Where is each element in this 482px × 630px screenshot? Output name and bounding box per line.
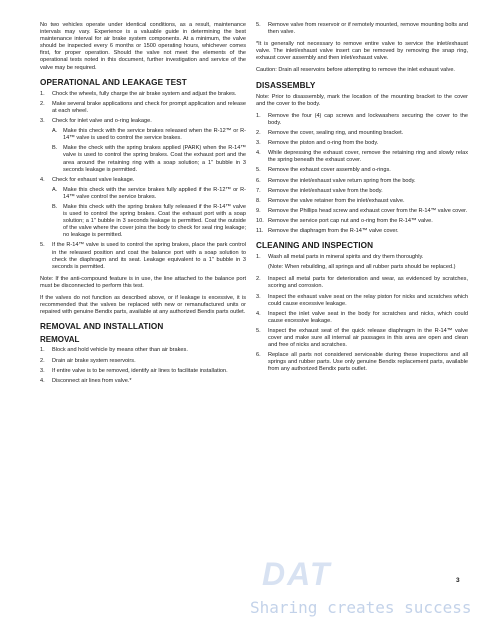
item-number: 5. [256, 327, 261, 334]
section-heading-cleaning-inspection: CLEANING AND INSPECTION [256, 241, 374, 251]
list-item [256, 113, 468, 127]
item-number: 5. [256, 167, 261, 174]
page-number: 3 [456, 577, 460, 584]
item-text: Remove the service port cap nut and o-ring from the R-14™ valve. [268, 217, 433, 224]
item-number: 10. [256, 217, 264, 224]
item-text: Remove the diaphragm from the R-14™ valve cover. [268, 227, 399, 234]
sub-item-letter: A. [52, 186, 58, 193]
item-number: 2. [256, 276, 261, 283]
item-number: 3. [40, 118, 45, 125]
list-item [256, 294, 468, 308]
list-item [256, 130, 468, 137]
item-text: Check for inlet valve and o-ring leakage. [52, 118, 152, 125]
item-text: Remove the exhaust cover assembly and o-rings. [268, 167, 391, 174]
list-item [256, 178, 468, 185]
sub-item-letter: B. [52, 203, 58, 210]
list-item [256, 167, 468, 174]
list-item [256, 276, 468, 290]
watermark-logo: DAT [262, 556, 332, 592]
item-text: Remove the four (4) cap screws and lockwashers securing the cover to the body. [268, 112, 468, 126]
list-item [256, 328, 468, 349]
item-text: Drain air brake system reservoirs. [52, 357, 136, 364]
disassembly-note: Note: Prior to disassembly, mark the location of the mounting bracket to the cover and the cover to the body. [256, 93, 468, 107]
item-number: 7. [256, 187, 261, 194]
rebuild-note: (Note: When rebuilding, all springs and all rubber parts should be replaced.) [268, 264, 456, 271]
list-item [256, 311, 468, 325]
item-text: Block and hold vehicle by means other than air brakes. [52, 347, 188, 354]
item-number: 1. [256, 254, 261, 261]
list-item [40, 177, 246, 184]
item-text: Inspect the inlet valve seat in the body for scratches and nicks, which could cause excessive leakage. [268, 310, 468, 324]
item-text: Remove the inlet/exhaust valve from the body. [268, 187, 383, 194]
item-text: Check for exhaust valve leakage. [52, 176, 135, 183]
sub-item-text: Make this check with the service brakes fully applied if the R-12™ or R-14™ valve control the service brakes. [63, 186, 246, 200]
list-item [40, 368, 246, 375]
section-heading-disassembly: DISASSEMBLY [256, 80, 316, 90]
list-item [40, 347, 246, 354]
item-number: 1. [40, 90, 45, 97]
item-number: 4. [40, 176, 45, 183]
item-text: Replace all parts not considered serviceable during these inspections and all springs and rubber parts. Use only genuine Bendix replacement parts, available from any authorized Bendix parts outlet. [268, 352, 468, 373]
list-item [256, 188, 468, 195]
item-number: 5. [40, 242, 45, 249]
sub-item-letter: B. [52, 145, 58, 152]
list-item [256, 218, 468, 225]
list-item [256, 150, 468, 164]
list-item [256, 352, 468, 373]
item-number: 1. [40, 347, 45, 354]
list-item [40, 378, 246, 385]
item-text: Remove the valve retainer from the inlet/exhaust valve. [268, 197, 405, 204]
sub-list-item [52, 187, 246, 201]
item-number: 3. [256, 293, 261, 300]
sub-item-text: Make this check with the service brakes released when the R-12™ or R-14™ valve is used to control the service brakes. [63, 128, 246, 142]
item-number: 4. [256, 310, 261, 317]
item-number: 8. [256, 197, 261, 204]
item-number: 4. [40, 377, 45, 384]
item-number: 4. [256, 150, 261, 157]
list-item [256, 22, 468, 36]
section-heading-removal-installation: REMOVAL AND INSTALLATION [40, 322, 164, 332]
sub-item-text: Make the check with the spring brakes applied (PARK) when the R-14™ valve is used to control the spring brakes. Coat the exhaust port and the area around the retaining ring with a soap solution; a 1" bubble in 3 seconds leakage is permitted. [63, 145, 246, 173]
item-text: Remove the inlet/exhaust valve return spring from the body. [268, 177, 416, 184]
list-item [256, 254, 468, 261]
item-number: 3. [256, 140, 261, 147]
item-text: Remove the cover, sealing ring, and mounting bracket. [268, 130, 404, 137]
section-heading-operational-leakage-test: OPERATIONAL AND LEAKAGE TEST [40, 77, 187, 87]
list-item [256, 228, 468, 235]
item-text: If the R-14™ valve is used to control the spring brakes, place the park control in the released position and coat the balance port with a soap solution to check the diaphragm and its seat. Leakage equivalent to a 1" bubble in 3 seconds is permitted. [52, 242, 246, 270]
sub-item-letter: A. [52, 128, 58, 135]
item-text: Chock the wheels, fully charge the air brake system and adjust the brakes. [52, 90, 237, 97]
item-text: Disconnect air lines from valve.* [52, 377, 132, 384]
list-item [256, 208, 468, 215]
sub-item-text: Make this check with the spring brakes fully released if the R-14™ valve is used to control the spring brakes. Coat the exhaust port with a soap solution; a 1" bubble in 3 seconds leakage is permitted. Coat the outside of the valve where the cover joins the body to check for seal ring leakage; no leakage is permitted. [63, 203, 246, 239]
item-number: 2. [40, 357, 45, 364]
list-item [40, 101, 246, 115]
sub-list-item [52, 204, 246, 239]
list-item [256, 140, 468, 147]
item-text: Inspect all metal parts for deterioration and wear, as evidenced by scratches, scoring and corrosion. [268, 276, 468, 290]
item-number: 3. [40, 367, 45, 374]
item-number: 6. [256, 177, 261, 184]
item-text: Remove the Phillips head screw and exhaust cover from the R-14™ valve cover. [268, 207, 468, 214]
replacement-paragraph: If the valves do not function as described above, or if leakage is excessive, it is recommended that the valves be replaced with new or remanufactured units or repaired with genuine Bendix parts, available at any authorized Bendix parts outlet. [40, 295, 246, 316]
item-text: If entire valve is to be removed, identify air lines to facilitate installation. [52, 367, 228, 374]
left-column [40, 22, 246, 388]
list-item [40, 358, 246, 365]
footnote: *It is generally not necessary to remove entire valve to service the inlet/exhaust valve. The inlet/exhaust valve insert can be removed by removing the snap ring, exhaust cover assembly and then inlet/exhaust valve. [256, 41, 468, 62]
item-number: 5. [256, 22, 261, 28]
item-text: Inspect the exhaust valve seat on the relay piston for nicks and scratches which could cause excessive leakage. [268, 293, 468, 307]
item-number: 11. [256, 227, 264, 234]
list-item [40, 91, 246, 98]
item-number: 1. [256, 112, 261, 119]
item-number: 9. [256, 207, 261, 214]
item-text: Inspect the exhaust seat of the quick release diaphragm in the R-14™ valve cover and make sure all internal air passages in this area are open and clean and free of nicks and scratches. [268, 327, 468, 349]
item-text: Make several brake applications and check for prompt application and release at each wheel. [52, 100, 246, 114]
item-number: 6. [256, 352, 261, 359]
caution-note: Caution: Drain all reservoirs before attempting to remove the inlet exhaust valve. [256, 67, 455, 74]
item-text: Remove the piston and o-ring from the body. [268, 140, 379, 147]
list-item [40, 118, 246, 125]
list-item [40, 242, 246, 270]
subsection-heading-removal: REMOVAL [40, 335, 80, 345]
item-number: 2. [256, 130, 261, 137]
watermark-text: Sharing creates success [250, 598, 472, 617]
sub-list-item [52, 128, 246, 142]
right-column [256, 22, 468, 376]
item-text: While depressing the exhaust cover, remove the retaining ring and slowly relax the spring beneath the exhaust cover. [268, 150, 468, 164]
item-text: Wash all metal parts in mineral spirits and dry them thoroughly. [268, 254, 424, 261]
anti-compound-note: Note: If the anti-compound feature is in use, the line attached to the balance port must be disconnected to perform this test. [40, 275, 246, 289]
list-item [256, 198, 468, 205]
item-number: 2. [40, 100, 45, 107]
sub-list-item [52, 145, 246, 173]
item-text: Remove valve from reservoir or if remotely mounted, remove mounting bolts and then valve. [268, 22, 468, 36]
intro-paragraph: No two vehicles operate under identical conditions, as a result, maintenance intervals may vary. Experience is a valuable guide in determining the best maintenance interval for air brake system components. At a minimum, the valve should be inspected every 6 months or 1500 operating hours, whichever comes first, for proper operation. Should the valve not meet the elements of the operational tests noted in this document, further investigation and service of the valve may be required. [40, 22, 246, 71]
